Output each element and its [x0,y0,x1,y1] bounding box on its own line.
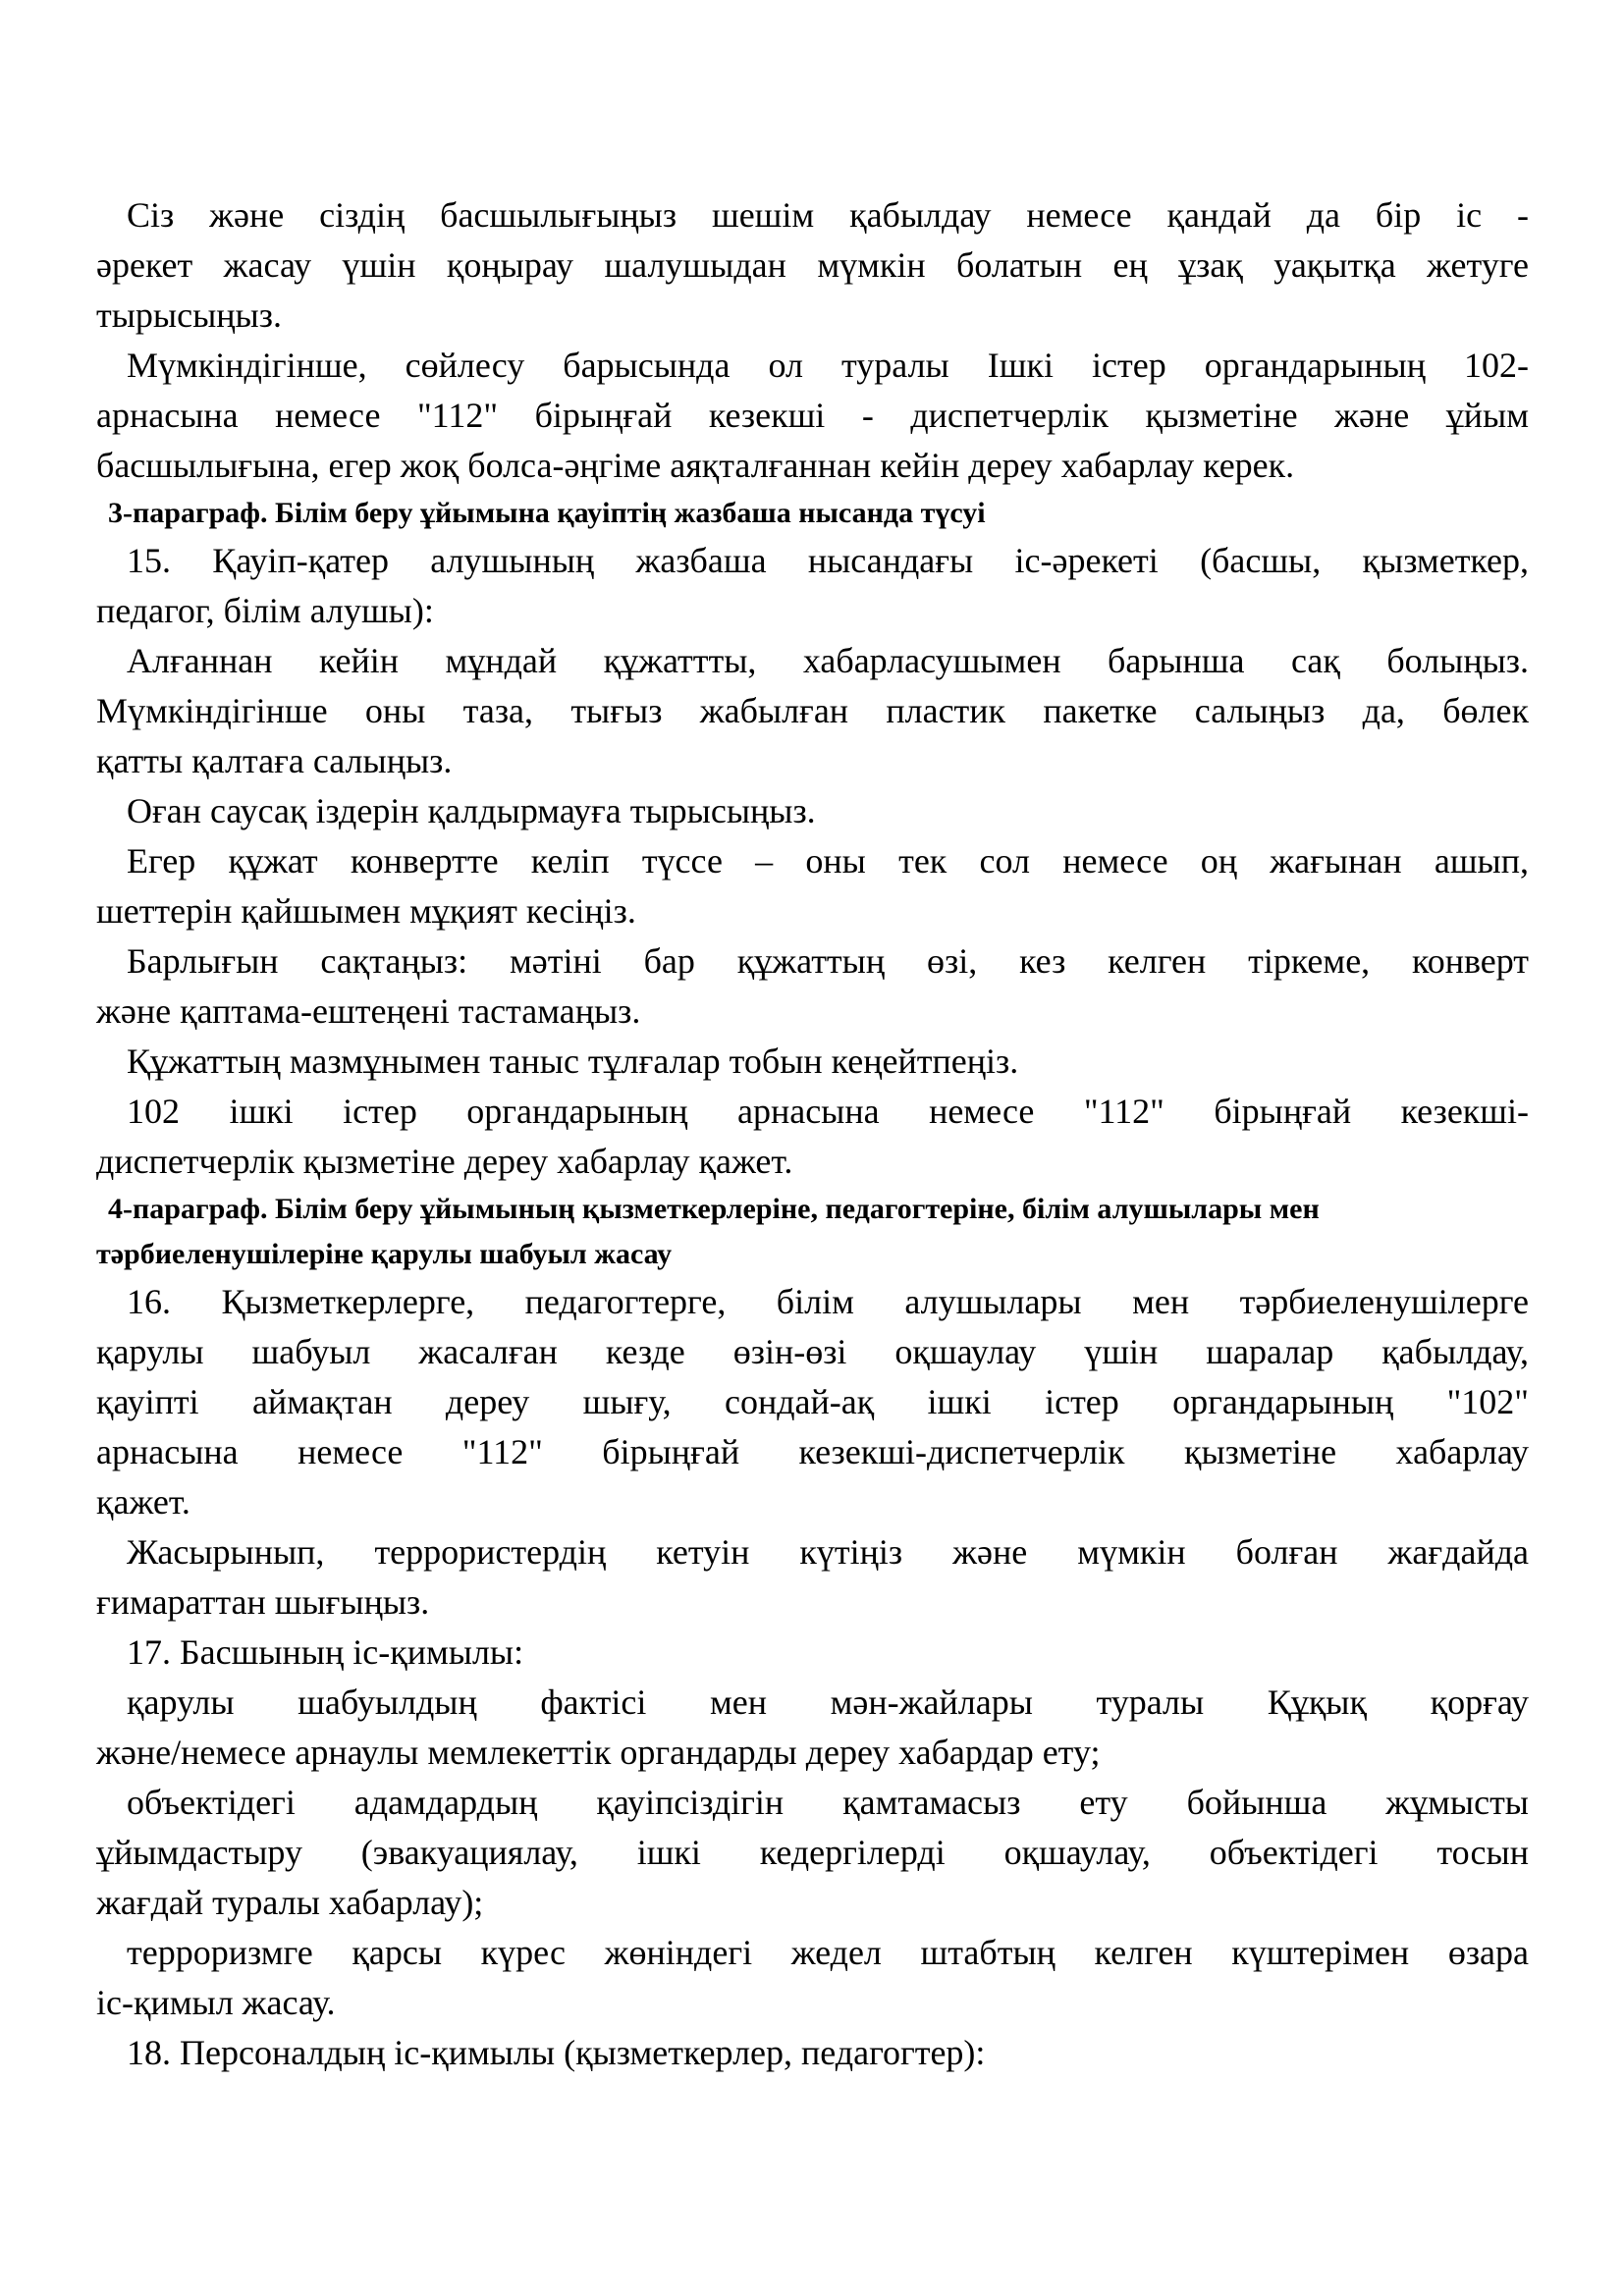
text-line: Барлығын сақтаңыз: мәтіні бар құжаттың өзі, кез келген тіркеме, конверт [127,941,1529,981]
paragraph [96,636,1529,786]
text-line: Құжаттың мазмұнымен таныс тұлғалар тобын кеңейтпеңіз. [127,1041,1019,1081]
paragraph [96,2028,1529,2078]
paragraph [96,1527,1529,1628]
section-heading [96,491,1529,536]
text-line: Мүмкіндігінше, сөйлесу барысында ол туралы Ішкі істер органдарының 102- [127,346,1529,385]
text-line: 17. Басшының іс-қимылы: [127,1632,524,1672]
text-line: Алғаннан кейін мұндай құжаттты, хабарласушымен барынша сақ болыңыз. [127,641,1529,680]
text-line: іс-қимыл жасау. [96,1983,336,2022]
text-line: және қаптама-ештеңені тастамаңыз. [96,991,641,1031]
paragraph [96,836,1529,936]
text-line: 102 ішкі істер органдарының арнасына немесе "112" бірыңғай кезекші- [127,1092,1529,1131]
text-line: Жасырынып, террористердің кетуін күтіңіз және мүмкін болған жағдайда [127,1532,1529,1572]
text-line: қауіпті аймақтан дереу шығу, сондай-ақ ішкі істер органдарының "102" [96,1382,1529,1421]
text-line: Мүмкіндігінше оны таза, тығыз жабылған пластик пакетке салыңыз да, бөлек [96,691,1529,730]
text-line: 16. Қызметкерлерге, педагогтерге, білім алушылары мен тәрбиеленушілерге [127,1282,1529,1321]
text-line: әрекет жасау үшін қоңырау шалушыдан мүмкін болатын ең ұзақ уақытқа жетуге [96,245,1529,285]
text-line: тырысыңыз. [96,295,282,335]
text-line: арнасына немесе "112" бірыңғай кезекші - диспетчерлік қызметіне және ұйым [96,396,1529,435]
text-line: 3-параграф. Білім беру ұйымына қауіптің жазбаша нысанда түсуі [108,497,986,529]
paragraph [96,1277,1529,1527]
paragraph [96,1087,1529,1187]
paragraph [96,1928,1529,2028]
text-line: Сіз және сіздің басшылығыңыз шешім қабылдау немесе қандай да бір іс - [127,195,1529,235]
text-line: арнасына немесе "112" бірыңғай кезекші-диспетчерлік қызметіне хабарлау [96,1432,1529,1471]
text-line: қатты қалтаға салыңыз. [96,741,453,780]
text-line: ғимараттан шығыңыз. [96,1582,430,1622]
text-line: педагог, білім алушы): [96,591,434,630]
paragraph [96,1778,1529,1928]
text-line: ұйымдастыру (эвакуациялау, ішкі кедергілерді оқшаулау, объектідегі тосын [96,1833,1529,1872]
paragraph [96,190,1529,341]
paragraph [96,1628,1529,1678]
text-line: қарулы шабуылдың фактісі мен мән-жайлары туралы Құқық қорғау [127,1682,1529,1722]
text-line: шеттерін қайшымен мұқият кесіңіз. [96,891,636,931]
text-line: қарулы шабуыл жасалған кезде өзін-өзі оқшаулау үшін шаралар қабылдау, [96,1332,1529,1371]
paragraph [96,341,1529,491]
text-line: және/немесе арнаулы мемлекеттік органдарды дереу хабардар ету; [96,1733,1101,1772]
text-line: жағдай туралы хабарлау); [96,1883,484,1922]
paragraph [96,1037,1529,1087]
text-line: диспетчерлік қызметіне дереу хабарлау қажет. [96,1142,793,1181]
text-line: объектідегі адамдардың қауіпсіздігін қамтамасыз ету бойынша жұмысты [127,1783,1529,1822]
paragraph [96,1678,1529,1778]
text-line: 4-параграф. Білім беру ұйымының қызметкерлеріне, педагогтеріне, білім алушылары мен [108,1193,1320,1225]
text-line: 15. Қауіп-қатер алушының жазбаша нысандағы іс-әрекеті (басшы, қызметкер, [127,541,1529,580]
text-line: тәрбиеленушілеріне қарулы шабуыл жасау [96,1238,673,1270]
paragraph [96,536,1529,636]
paragraph [96,786,1529,836]
text-line: қажет. [96,1482,190,1522]
text-line: басшылығына, егер жоқ болса-әңгіме аяқталғаннан кейін дереу хабарлау керек. [96,446,1295,485]
text-line: Егер құжат конвертте келіп түссе – оны тек сол немесе оң жағынан ашып, [127,841,1529,881]
text-line: 18. Персоналдың іс-қимылы (қызметкерлер, педагогтер): [127,2033,986,2072]
paragraph [96,936,1529,1037]
section-heading [96,1187,1529,1277]
text-line: Оған саусақ іздерін қалдырмауға тырысыңыз. [127,791,816,830]
text-line: терроризмге қарсы күрес жөніндегі жедел штабтың келген күштерімен өзара [127,1933,1529,1972]
